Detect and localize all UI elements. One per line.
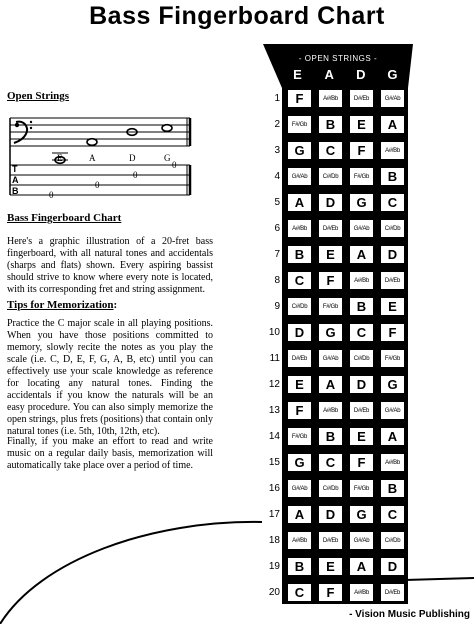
note-cell: A	[380, 115, 405, 134]
note-cell: F#/Gb	[318, 297, 343, 316]
fret-number: 1	[274, 93, 280, 104]
fret-number: 3	[274, 145, 280, 156]
note-cell: C	[287, 583, 312, 602]
fret-number: 7	[274, 249, 280, 260]
note-cell: E	[349, 427, 374, 446]
note-cell: G#/Ab	[318, 349, 343, 368]
fret-row-19	[262, 554, 422, 580]
note-cell: A#/Bb	[349, 271, 374, 290]
note-cell: G	[349, 505, 374, 524]
fret-number: 16	[268, 483, 280, 494]
note-cell: D	[380, 557, 405, 576]
open-strings-staff	[7, 112, 192, 204]
open-strings-row	[282, 67, 408, 82]
note-g	[162, 125, 172, 132]
note-cell: F	[380, 323, 405, 342]
tab-letter-b: B	[12, 186, 19, 196]
note-cell: B	[349, 297, 374, 316]
fret-row-5	[262, 190, 422, 216]
note-cell: G	[287, 453, 312, 472]
note-cell: A#/Bb	[380, 141, 405, 160]
fret-number: 15	[268, 457, 280, 468]
chart-description: Here's a graphic illustration of a 20-fret bass fingerboard, with all natural tones and accidentals (sharps and flats) shown. Every aspiring bassist should strive to know where every note is located, with its corresponding fret and string assignment.	[7, 236, 213, 295]
fret-row-17	[262, 502, 422, 528]
note-cell: F	[349, 453, 374, 472]
fret-row-13	[262, 398, 422, 424]
note-cell: D#/Eb	[380, 583, 405, 602]
fret-number: 8	[274, 275, 280, 286]
note-cell: A#/Bb	[349, 583, 374, 602]
fret-row-2	[262, 112, 422, 138]
open-string-g: G	[387, 67, 398, 82]
note-cell: D#/Eb	[318, 531, 343, 550]
fret-row-1	[262, 86, 422, 112]
fret-number: 6	[274, 223, 280, 234]
note-cell: D	[380, 245, 405, 264]
fret-number: 19	[268, 561, 280, 572]
fret-number: 13	[268, 405, 280, 416]
note-cell: G	[287, 141, 312, 160]
tab-value-d: 0	[133, 170, 138, 180]
note-cell: D#/Eb	[287, 349, 312, 368]
note-cell: F	[287, 401, 312, 420]
note-cell: E	[380, 297, 405, 316]
staff-label-e: E	[57, 153, 63, 163]
note-cell: G#/Ab	[380, 401, 405, 420]
note-cell: E	[318, 245, 343, 264]
note-cell: G#/Ab	[287, 167, 312, 186]
staff-label-a: A	[89, 153, 96, 163]
fret-row-8	[262, 268, 422, 294]
tab-value-g: 0	[172, 160, 177, 170]
note-cell: D#/Eb	[349, 401, 374, 420]
page-title: Bass Fingerboard Chart	[89, 2, 385, 30]
note-cell: G	[349, 193, 374, 212]
fret-number: 5	[274, 197, 280, 208]
staff-label-d: D	[129, 153, 136, 163]
note-cell: A	[287, 505, 312, 524]
tab-letter-t: T	[12, 164, 18, 174]
note-cell: G#/Ab	[349, 219, 374, 238]
note-cell: E	[349, 115, 374, 134]
note-cell: A#/Bb	[380, 453, 405, 472]
note-cell: F	[318, 271, 343, 290]
fret-row-18	[262, 528, 422, 554]
note-cell: F	[318, 583, 343, 602]
note-cell: A#/Bb	[287, 531, 312, 550]
fret-number: 4	[274, 171, 280, 182]
note-cell: F#/Gb	[349, 167, 374, 186]
open-string-d: D	[356, 67, 366, 82]
fret-row-4	[262, 164, 422, 190]
open-string-e: E	[293, 67, 302, 82]
note-cell: C#/Db	[380, 219, 405, 238]
fret-row-7	[262, 242, 422, 268]
note-cell: G	[380, 375, 405, 394]
note-cell: C#/Db	[318, 479, 343, 498]
tips-paragraph-2: Finally, if you make an effort to read and write music on a regular daily basis, memorization will automatically take place over a period of time.	[7, 436, 213, 471]
note-cell: C	[380, 505, 405, 524]
staff-notes	[52, 125, 172, 164]
note-cell: G	[318, 323, 343, 342]
note-cell: C	[349, 323, 374, 342]
fret-row-10	[262, 320, 422, 346]
note-cell: G#/Ab	[380, 89, 405, 108]
fret-number: 14	[268, 431, 280, 442]
fret-number: 9	[274, 301, 280, 312]
fret-number: 12	[268, 379, 280, 390]
note-cell: B	[287, 557, 312, 576]
note-cell: F#/Gb	[287, 115, 312, 134]
chart-heading: Bass Fingerboard Chart	[7, 212, 122, 224]
note-cell: F	[349, 141, 374, 160]
fret-number: 20	[268, 587, 280, 598]
note-cell: A#/Bb	[287, 219, 312, 238]
note-cell: C	[380, 193, 405, 212]
open-strings-label: - OPEN STRINGS -	[298, 54, 378, 63]
note-cell: G#/Ab	[349, 531, 374, 550]
note-cell: E	[287, 375, 312, 394]
tab-letter-a: A	[12, 175, 19, 185]
fret-row-15	[262, 450, 422, 476]
note-cell: C	[318, 141, 343, 160]
fret-row-14	[262, 424, 422, 450]
note-cell: A	[349, 245, 374, 264]
note-cell: D#/Eb	[349, 89, 374, 108]
fret-row-12	[262, 372, 422, 398]
tips-heading-colon: :	[113, 299, 118, 311]
note-cell: A	[349, 557, 374, 576]
note-cell: C	[318, 453, 343, 472]
staff-label-g: G	[164, 153, 171, 163]
fret-number: 18	[268, 535, 280, 546]
tips-paragraph-1: Practice the C major scale in all playing positions. When you have those positions committed to memory, slowly recite the notes as you play the scale (i.e. C, D, E, F, G, A, B, etc) until you can effectively use your scale knowledge as reference for locating any natural tones. Finding the accidentals if you know the naturals will be an easy procedure. You can also simply memorize the open strings, plus frets (positions) that contain only natural tones (i.e. 5th, 10th, 12th, etc).	[7, 318, 213, 437]
note-cell: B	[380, 479, 405, 498]
note-a	[87, 139, 97, 146]
note-cell: D	[318, 505, 343, 524]
fret-row-16	[262, 476, 422, 502]
note-cell: B	[318, 427, 343, 446]
note-cell: B	[287, 245, 312, 264]
open-string-a: A	[324, 67, 334, 82]
fret-row-3	[262, 138, 422, 164]
publisher-credit: - Vision Music Publishing	[349, 609, 470, 620]
note-cell: A	[380, 427, 405, 446]
note-cell: C#/Db	[318, 167, 343, 186]
note-cell: A	[287, 193, 312, 212]
tab-value-a: 0	[95, 180, 100, 190]
note-cell: C#/Db	[380, 531, 405, 550]
fret-number: 17	[268, 509, 280, 520]
note-cell: B	[318, 115, 343, 134]
note-cell: G#/Ab	[287, 479, 312, 498]
fret-row-20	[262, 580, 422, 606]
tips-heading-wrap	[7, 295, 117, 313]
note-cell: E	[318, 557, 343, 576]
tips-heading: Tips for Memorization	[7, 299, 114, 311]
tab-value-e: 0	[49, 190, 54, 200]
fret-number: 11	[269, 353, 280, 364]
note-cell: C#/Db	[349, 349, 374, 368]
fret-row-9	[262, 294, 422, 320]
note-cell: D#/Eb	[318, 219, 343, 238]
note-cell: A#/Bb	[318, 401, 343, 420]
note-cell: F#/Gb	[380, 349, 405, 368]
fret-number: 10	[268, 327, 280, 338]
fret-number: 2	[274, 119, 280, 130]
note-cell: A#/Bb	[318, 89, 343, 108]
note-cell: B	[380, 167, 405, 186]
note-cell: D	[349, 375, 374, 394]
fret-row-6	[262, 216, 422, 242]
note-cell: D#/Eb	[380, 271, 405, 290]
note-cell: D	[287, 323, 312, 342]
note-cell: C	[287, 271, 312, 290]
note-cell: D	[318, 193, 343, 212]
note-cell: F#/Gb	[349, 479, 374, 498]
note-cell: C#/Db	[287, 297, 312, 316]
note-cell: F#/Gb	[287, 427, 312, 446]
fret-row-11	[262, 346, 422, 372]
note-cell: A	[318, 375, 343, 394]
note-cell: F	[287, 89, 312, 108]
open-strings-heading: Open Strings	[7, 90, 70, 102]
